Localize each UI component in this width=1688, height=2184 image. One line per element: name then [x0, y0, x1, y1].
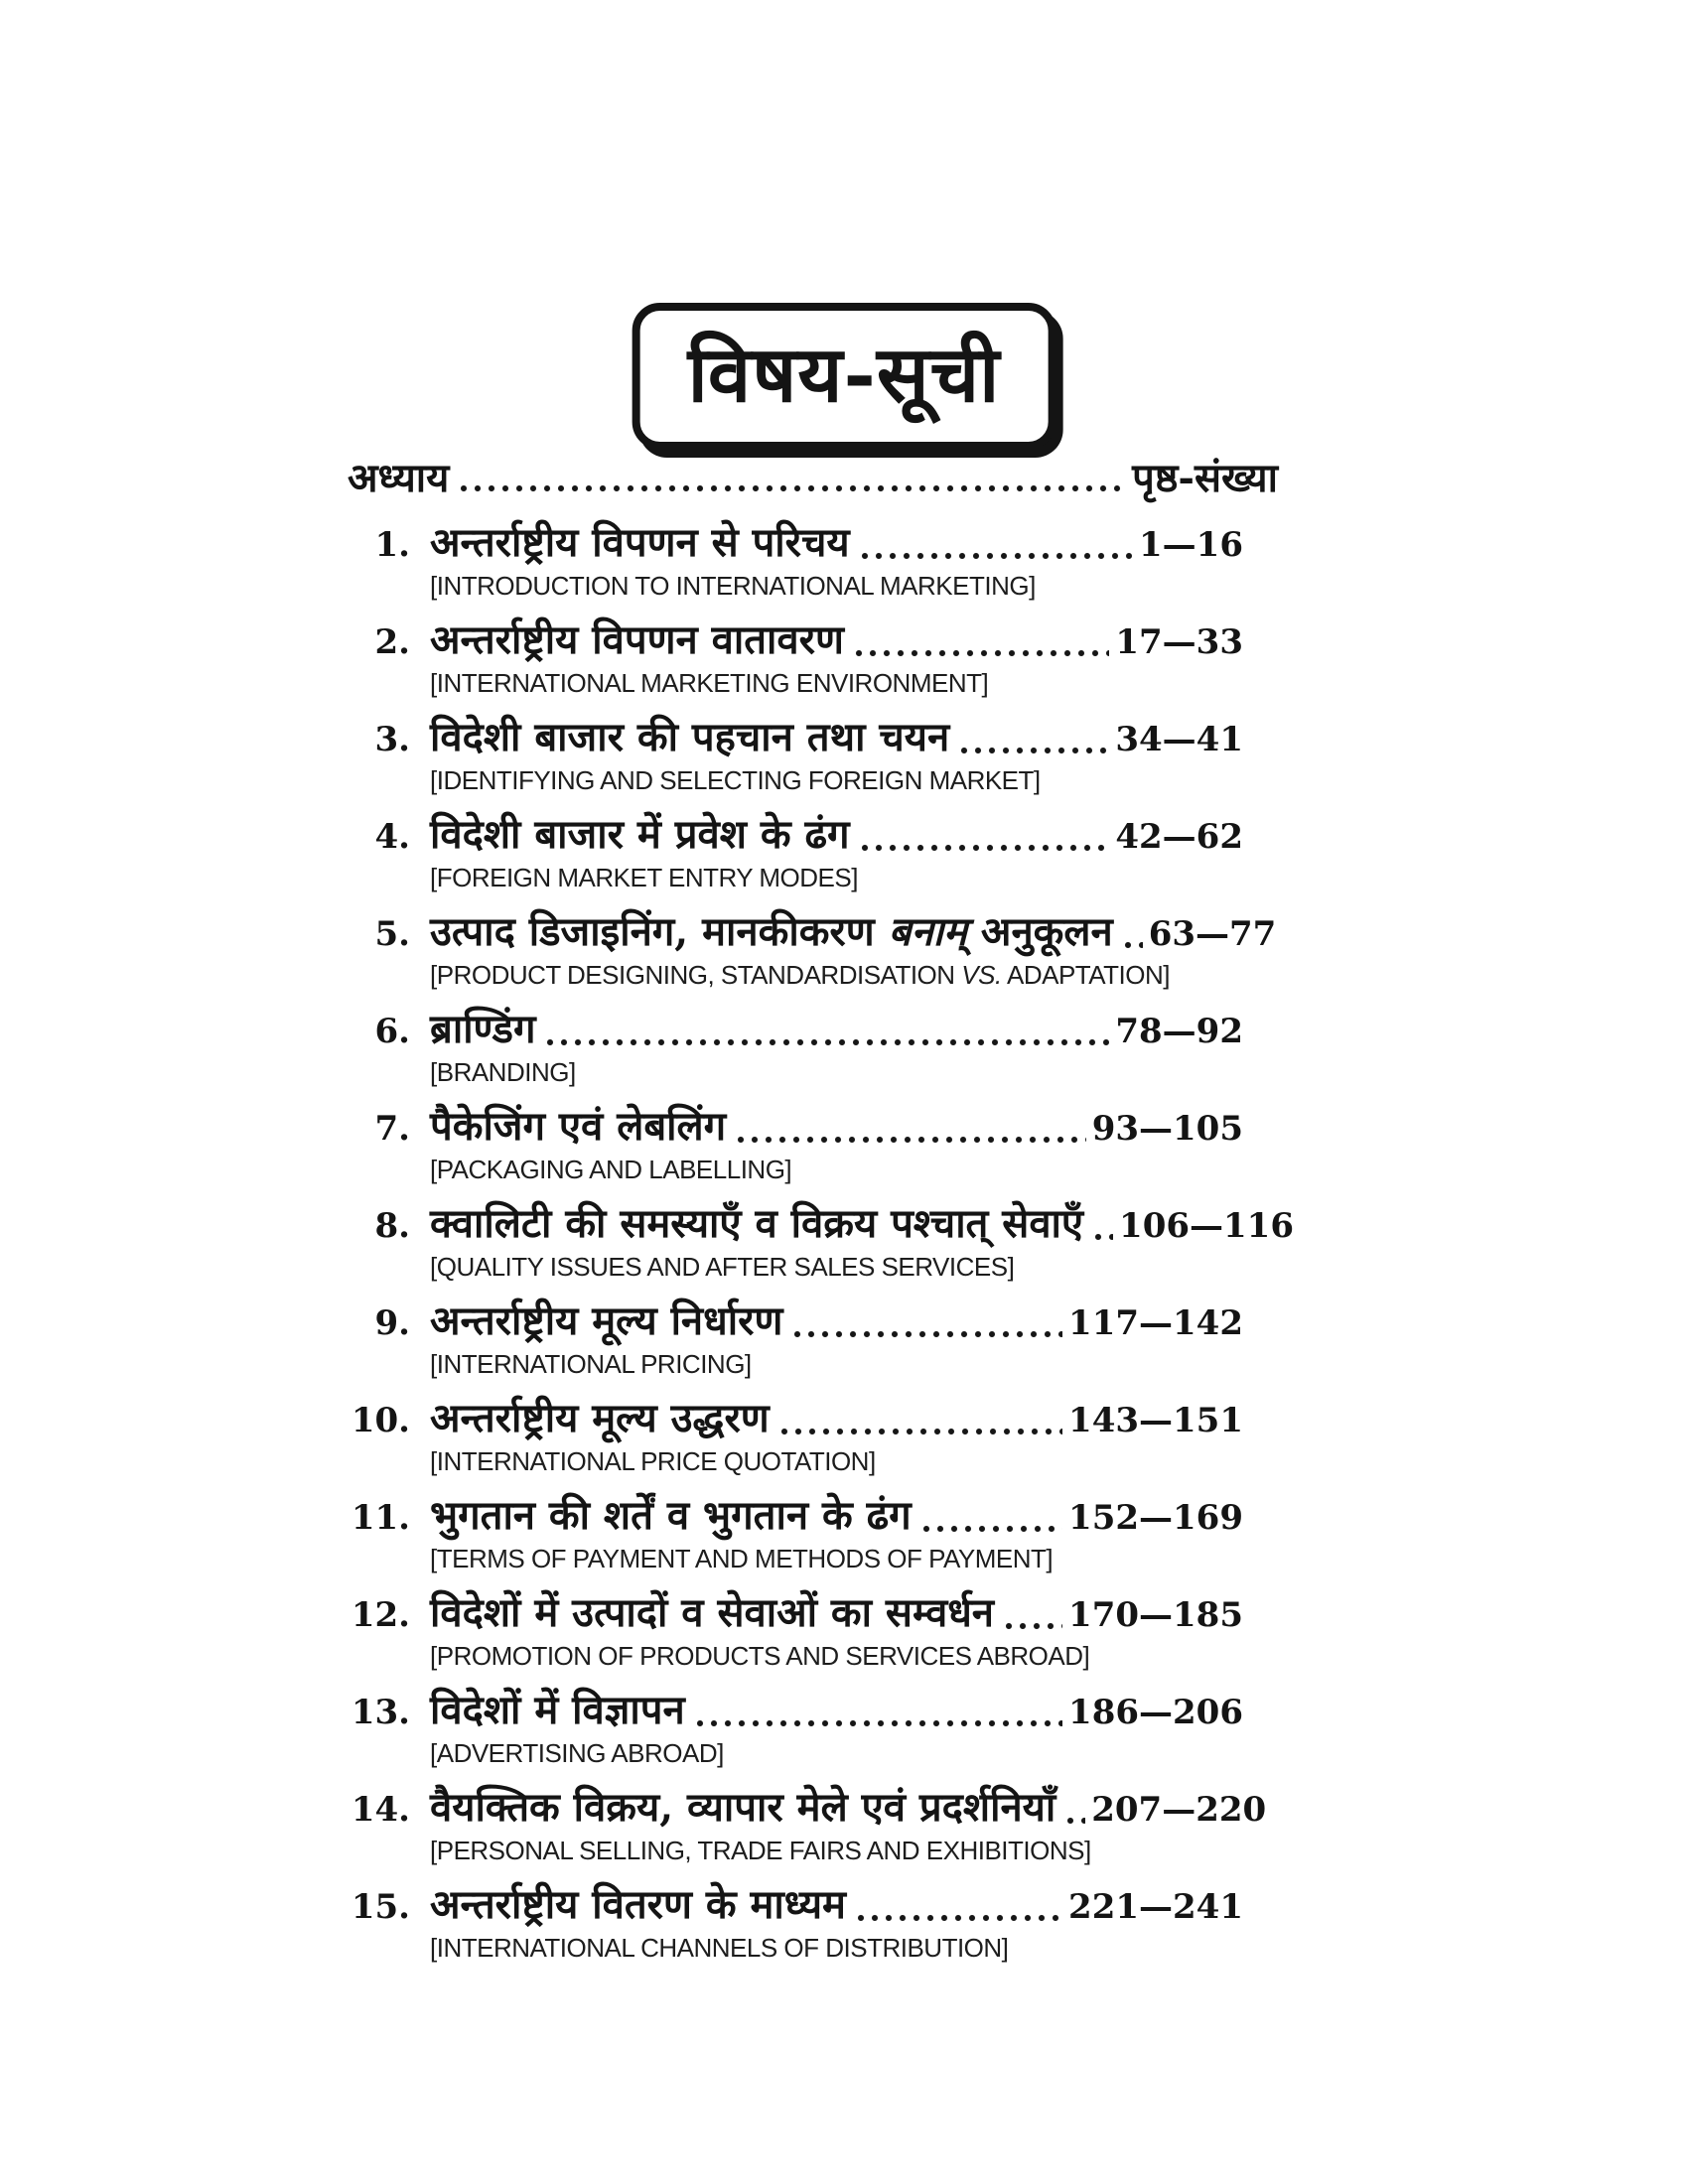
entry-title-english: [430, 668, 988, 698]
dot-leader: [1004, 1619, 1062, 1632]
entry-title-hindi: [430, 712, 949, 763]
dot-leader: [779, 1425, 1062, 1437]
entry-page-range: 117—142: [1068, 1303, 1243, 1343]
entry-title-english: [430, 1155, 791, 1184]
entry-title-hindi: [430, 1101, 726, 1153]
entry-page-range: 63—77: [1148, 914, 1277, 954]
entry-title-hindi: [430, 1296, 782, 1347]
toc-entry-sub-row: [430, 1252, 1278, 1286]
dot-leader: [860, 841, 1110, 854]
toc-entry-main-row: [348, 1393, 1278, 1446]
toc-entry-sub-row: [430, 765, 1278, 799]
toc-entry: [348, 1879, 1278, 1967]
entry-subtitle-segment: [PROMOTION OF PRODUCTS AND SERVICES ABROAD]: [430, 1641, 1090, 1671]
entry-page-range: 34—41: [1115, 720, 1243, 759]
toc-entry: [348, 517, 1278, 605]
toc-entry-sub-row: [430, 571, 1278, 605]
entry-subtitle-segment: [PRODUCT DESIGNING, STANDARDISATION: [430, 960, 962, 990]
toc-entry-main-row: [348, 906, 1278, 960]
entry-title-hindi: [430, 1490, 912, 1542]
entry-subtitle-segment: [FOREIGN MARKET ENTRY MODES]: [430, 863, 858, 892]
toc-entry-sub-row: [430, 1349, 1278, 1383]
toc-entry: [348, 614, 1278, 702]
entry-title-hindi: [430, 906, 1113, 958]
dot-leader: [736, 1133, 1086, 1146]
entry-title-english: [430, 960, 1170, 990]
entry-title-hindi: [430, 809, 850, 861]
entry-page-range: 42—62: [1115, 817, 1243, 857]
toc-entry: [348, 1296, 1278, 1383]
entry-subtitle-segment: [INTERNATIONAL CHANNELS OF DISTRIBUTION]: [430, 1933, 1009, 1963]
toc-entry: [348, 1101, 1278, 1188]
entry-title-segment: अन्तर्राष्ट्रीय वितरण के माध्यम: [430, 1881, 846, 1928]
entry-title-segment: वैयक्तिक विक्रय, व्यापार मेले एवं प्रदर्शनियाँ: [430, 1784, 1056, 1831]
entry-title-hindi: [430, 1393, 770, 1444]
toc-entry-main-row: [348, 1685, 1278, 1738]
entry-title-hindi: [430, 1004, 535, 1055]
toc-entry-sub-row: [430, 668, 1278, 702]
toc-entry-sub-row: [430, 1836, 1278, 1869]
entry-title-segment: भुगतान की शर्तें व भुगतान के ढंग: [430, 1492, 912, 1539]
toc-entry-main-row: [348, 1198, 1294, 1252]
entry-title-hindi: [430, 1685, 685, 1736]
entry-subtitle-segment: [QUALITY ISSUES AND AFTER SALES SERVICES]: [430, 1252, 1015, 1282]
toc-entry-sub-row: [430, 863, 1278, 896]
toc-entry-main-row: [348, 1782, 1278, 1836]
toc-entry: [348, 1393, 1278, 1480]
chapter-column-label: अध्याय: [348, 455, 450, 501]
entry-title-hindi: [430, 614, 844, 666]
toc-entry-main-row: [348, 1101, 1278, 1155]
toc-entry: [348, 1587, 1278, 1675]
entry-title-hindi: [430, 517, 850, 569]
entry-subtitle-segment: [PACKAGING AND LABELLING]: [430, 1155, 792, 1184]
dot-leader: [695, 1716, 1062, 1729]
entry-number: 12.: [351, 1595, 410, 1635]
entry-page-range: 221—241: [1068, 1887, 1243, 1927]
toc-entry-main-row: [348, 1587, 1278, 1641]
entry-title-segment: विदेशी बाजार की पहचान तथा चयन: [430, 714, 950, 760]
entry-number: 8.: [374, 1206, 410, 1246]
entry-page-range: 186—206: [1068, 1693, 1243, 1732]
entry-title-hindi: [430, 1587, 994, 1639]
entry-subtitle-segment: VS.: [961, 960, 1002, 990]
entry-title-segment: विदेशी बाजार में प्रवेश के ढंग: [430, 811, 850, 858]
entry-title-english: [430, 1641, 1089, 1671]
entry-page-range: 170—185: [1068, 1595, 1243, 1635]
entry-number: 3.: [374, 720, 410, 759]
entry-subtitle-segment: ADAPTATION]: [1001, 960, 1170, 990]
toc-entry-main-row: [348, 1490, 1278, 1544]
dot-leader: [792, 1327, 1062, 1340]
toc-entry: [348, 1782, 1278, 1869]
entry-title-english: [430, 1544, 1053, 1573]
entry-subtitle-segment: [BRANDING]: [430, 1057, 576, 1087]
entry-title-english: [430, 1349, 752, 1379]
page-title: विषय-सूची: [687, 330, 1001, 420]
dot-leader: [860, 549, 1133, 562]
entry-title-segment: अन्तर्राष्ट्रीय विपणन से परिचय: [430, 519, 850, 566]
dot-leader: [921, 1522, 1062, 1535]
entry-page-range: 1—16: [1139, 525, 1243, 565]
dot-leader: [959, 744, 1109, 756]
toc-entry-sub-row: [430, 1738, 1278, 1772]
entry-subtitle-segment: [TERMS OF PAYMENT AND METHODS OF PAYMENT]: [430, 1544, 1054, 1573]
entry-page-range: 17—33: [1115, 622, 1243, 662]
entry-subtitle-segment: [INTERNATIONAL PRICING]: [430, 1349, 752, 1379]
entry-number: 10.: [351, 1401, 410, 1440]
toc-content: [348, 449, 1294, 1977]
entry-number: 11.: [351, 1498, 410, 1538]
entry-number: 5.: [374, 914, 410, 954]
toc-column-header: [348, 449, 1278, 503]
dot-leader: [1093, 1230, 1113, 1243]
toc-entry-main-row: [348, 712, 1278, 765]
toc-entry-main-row: [348, 1296, 1278, 1349]
toc-entry-sub-row: [430, 1641, 1278, 1675]
toc-entry-sub-row: [430, 1933, 1278, 1967]
entry-subtitle-segment: [INTRODUCTION TO INTERNATIONAL MARKETING]: [430, 571, 1036, 601]
entry-title-english: [430, 1446, 876, 1476]
toc-entry: [348, 712, 1278, 799]
toc-entry: [348, 1004, 1278, 1091]
toc-entry: [348, 809, 1278, 896]
entry-subtitle-segment: [PERSONAL SELLING, TRADE FAIRS AND EXHIBITIONS]: [430, 1836, 1091, 1865]
entry-title-segment: अन्तर्राष्ट्रीय मूल्य निर्धारण: [430, 1297, 783, 1344]
dot-leader: [1123, 938, 1143, 951]
entry-page-range: 207—220: [1091, 1790, 1267, 1830]
toc-entries: [348, 517, 1294, 1967]
entry-page-range: 143—151: [1068, 1401, 1243, 1440]
dot-leader: [1065, 1814, 1085, 1827]
entry-title-segment: पैकेजिंग एवं लेबलिंग: [430, 1103, 727, 1150]
entry-title-segment: ब्राण्डिंग: [430, 1006, 536, 1052]
entry-number: 15.: [351, 1887, 410, 1927]
entry-title-hindi: [430, 1198, 1083, 1250]
page-number-column-label: पृष्ठ-संख्या: [1132, 455, 1278, 501]
entry-subtitle-segment: [INTERNATIONAL MARKETING ENVIRONMENT]: [430, 668, 989, 698]
toc-entry: [348, 906, 1278, 994]
toc-entry-sub-row: [430, 960, 1278, 994]
entry-title-segment: विदेशों में उत्पादों व सेवाओं का सम्वर्धन: [430, 1589, 994, 1636]
toc-entry-sub-row: [430, 1544, 1278, 1577]
entry-number: 7.: [374, 1109, 410, 1149]
entry-number: 2.: [374, 622, 410, 662]
toc-entry-sub-row: [430, 1057, 1278, 1091]
toc-entry-main-row: [348, 614, 1278, 668]
dot-leader: [459, 481, 1126, 494]
entry-title-hindi: [430, 1782, 1055, 1834]
toc-entry-sub-row: [430, 1155, 1278, 1188]
entry-number: 6.: [374, 1012, 410, 1051]
entry-title-english: [430, 765, 1041, 795]
entry-title-english: [430, 1933, 1008, 1963]
entry-number: 1.: [374, 525, 410, 565]
entry-title-segment: अन्तर्राष्ट्रीय मूल्य उद्धरण: [430, 1395, 770, 1441]
toc-entry-main-row: [348, 517, 1278, 571]
dot-leader: [545, 1035, 1109, 1048]
toc-entry: [348, 1198, 1294, 1286]
entry-title-english: [430, 571, 1036, 601]
entry-title-segment: अन्तर्राष्ट्रीय विपणन वातावरण: [430, 616, 844, 663]
dot-leader: [856, 1911, 1062, 1924]
entry-title-segment: क्वालिटी की समस्याएँ व विक्रय पश्चात् सेवाएँ: [430, 1200, 1084, 1247]
entry-page-range: 152—169: [1068, 1498, 1243, 1538]
toc-entry-main-row: [348, 1004, 1278, 1057]
entry-title-english: [430, 863, 858, 892]
entry-title-segment: अनुकूलन: [966, 908, 1113, 955]
entry-title-segment: बनाम्: [888, 908, 967, 955]
toc-entry-sub-row: [430, 1446, 1278, 1480]
entry-title-english: [430, 1252, 1014, 1282]
entry-title-english: [430, 1738, 724, 1768]
entry-page-range: 93—105: [1091, 1109, 1243, 1149]
entry-page-range: 78—92: [1115, 1012, 1243, 1051]
toc-entry-main-row: [348, 809, 1278, 863]
entry-page-range: 106—116: [1119, 1206, 1294, 1246]
dot-leader: [854, 646, 1109, 659]
entry-subtitle-segment: [IDENTIFYING AND SELECTING FOREIGN MARKET]: [430, 765, 1041, 795]
entry-subtitle-segment: [ADVERTISING ABROAD]: [430, 1738, 724, 1768]
toc-entry-main-row: [348, 1879, 1278, 1933]
entry-number: 13.: [351, 1693, 410, 1732]
entry-title-hindi: [430, 1879, 846, 1931]
title-box: [633, 303, 1056, 450]
entry-number: 9.: [374, 1303, 410, 1343]
entry-number: 4.: [374, 817, 410, 857]
toc-entry: [348, 1490, 1278, 1577]
toc-entry: [348, 1685, 1278, 1772]
entry-subtitle-segment: [INTERNATIONAL PRICE QUOTATION]: [430, 1446, 876, 1476]
entry-title-segment: उत्पाद डिजाइनिंग, मानकीकरण: [430, 908, 889, 955]
entry-title-english: [430, 1057, 576, 1087]
entry-title-segment: विदेशों में विज्ञापन: [430, 1687, 685, 1733]
entry-number: 14.: [351, 1790, 410, 1830]
entry-title-english: [430, 1836, 1091, 1865]
